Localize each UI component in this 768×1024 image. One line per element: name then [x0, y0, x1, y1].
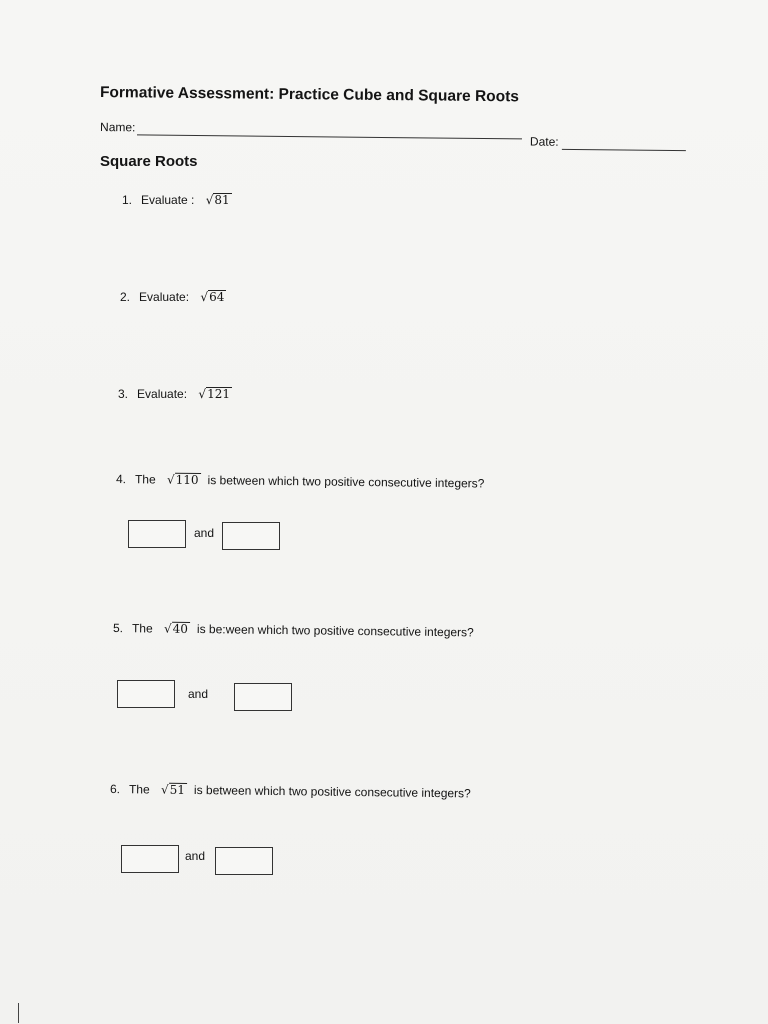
and-label: and	[194, 526, 215, 540]
answer-row-6	[121, 845, 361, 877]
radical-icon: √	[198, 387, 207, 401]
name-date-row	[100, 120, 690, 156]
answer-row-5	[117, 680, 357, 712]
question-3	[118, 387, 232, 401]
radicand: 40	[172, 621, 189, 636]
answer-box-lower[interactable]	[128, 520, 186, 548]
question-number: 6.	[109, 782, 121, 797]
question-5	[113, 621, 474, 639]
question-number: 3.	[118, 387, 129, 401]
square-root-expression	[200, 290, 226, 304]
question-1	[122, 193, 232, 207]
question-text: is between which two positive consecutive integers?	[193, 783, 471, 801]
square-root-expression	[198, 387, 232, 401]
answer-box-upper[interactable]	[215, 847, 273, 875]
square-root-expression	[206, 193, 232, 207]
radical-icon: √	[160, 782, 169, 797]
radicand: 51	[169, 782, 186, 797]
radicand: 81	[214, 193, 230, 207]
question-2	[120, 290, 226, 304]
scan-edge-mark	[18, 1003, 19, 1023]
answer-box-lower[interactable]	[121, 845, 179, 873]
and-label: and	[185, 849, 206, 863]
and-label: and	[188, 687, 209, 701]
question-prompt: Evaluate:	[137, 387, 188, 401]
worksheet-title: Formative Assessment: Practice Cube and Square Roots	[99, 84, 519, 106]
square-root-expression	[161, 783, 187, 797]
date-label: Date:	[529, 134, 559, 149]
question-6	[110, 782, 471, 800]
radicand: 64	[209, 290, 225, 304]
answer-row-4	[128, 520, 368, 552]
question-4	[116, 472, 485, 491]
square-root-expression	[164, 622, 190, 636]
radical-icon: √	[163, 621, 172, 636]
question-prefix: The	[131, 621, 153, 636]
radicand: 121	[207, 387, 230, 401]
radical-icon: √	[200, 290, 209, 304]
question-number: 1.	[122, 193, 133, 207]
answer-box-lower[interactable]	[117, 680, 175, 708]
question-number: 5.	[112, 621, 124, 636]
name-blank[interactable]	[137, 134, 522, 139]
question-number: 4.	[115, 472, 127, 487]
question-number: 2.	[120, 290, 131, 304]
question-text: is be:ween which two positive consecutive integers?	[196, 622, 474, 640]
answer-box-upper[interactable]	[234, 683, 292, 711]
question-prompt: Evaluate:	[139, 290, 190, 304]
question-prefix: The	[128, 782, 150, 797]
question-prompt: Evaluate :	[141, 193, 195, 207]
radical-icon: √	[166, 472, 175, 487]
question-text: is between which two positive consecutive integers?	[207, 473, 485, 491]
name-label: Name:	[100, 120, 136, 135]
square-root-expression	[167, 473, 201, 487]
radicand: 110	[175, 472, 199, 488]
radical-icon: √	[205, 193, 214, 207]
question-prefix: The	[134, 472, 156, 487]
answer-box-upper[interactable]	[222, 522, 280, 550]
date-blank[interactable]	[562, 149, 686, 151]
section-heading: Square Roots	[100, 153, 198, 170]
